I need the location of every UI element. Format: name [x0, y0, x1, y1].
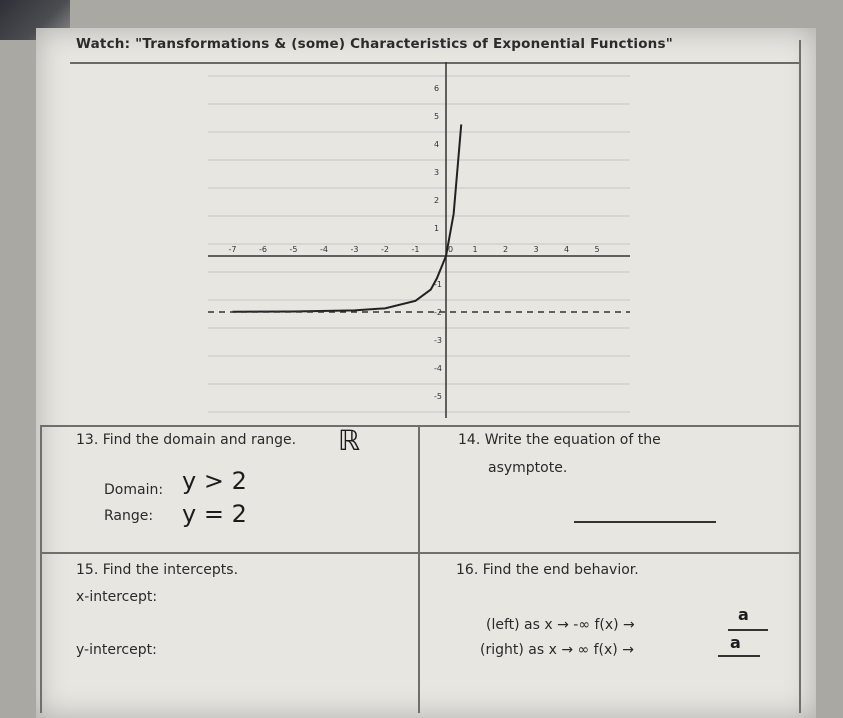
- y-tick-label: 3: [434, 168, 440, 177]
- right-end-behavior: (right) as x → ∞ f(x) →: [480, 642, 634, 658]
- asymptote-answer-line[interactable]: [574, 521, 716, 523]
- row-divider-middle: [40, 552, 800, 554]
- right-border: [799, 40, 801, 713]
- x-tick-label: -2: [381, 245, 389, 254]
- y-tick-label: 4: [434, 140, 440, 149]
- y-tick-label: -4: [434, 364, 442, 373]
- x-tick-label: 1: [472, 245, 478, 254]
- x-tick-label: 5: [594, 245, 600, 254]
- x-tick-label: -3: [350, 245, 359, 254]
- exponential-curve: [233, 124, 462, 311]
- left-answer[interactable]: a: [738, 605, 749, 624]
- y-tick-label: 6: [434, 84, 440, 93]
- x-tick-label: 2: [503, 245, 509, 254]
- x-tick-label: 4: [564, 245, 570, 254]
- q15-prompt: 15. Find the intercepts.: [76, 562, 239, 578]
- x-tick-label: -1: [411, 245, 420, 254]
- x-intercept-label: x-intercept:: [76, 589, 158, 605]
- row-divider-top: [40, 425, 800, 427]
- graph-axes: [208, 62, 630, 418]
- range-label: Range:: [104, 508, 154, 524]
- left-answer-line[interactable]: [728, 629, 768, 631]
- left-end-behavior: (left) as x → -∞ f(x) →: [486, 617, 635, 633]
- x-tick-label: -6: [259, 245, 267, 254]
- right-answer[interactable]: a: [730, 633, 741, 652]
- y-tick-label: 5: [434, 112, 440, 121]
- column-divider: [418, 425, 420, 713]
- graph-lines: [208, 76, 630, 412]
- y-tick-label: -5: [434, 392, 442, 401]
- x-tick-label: 0: [448, 245, 454, 254]
- exponential-graph: [200, 58, 640, 428]
- domain-answer[interactable]: y > 2: [182, 467, 247, 495]
- q14-prompt-line1: 14. Write the equation of the: [458, 432, 661, 448]
- q14-prompt-line2: asymptote.: [488, 460, 568, 476]
- y-tick-label: -2: [434, 308, 442, 317]
- right-answer-line[interactable]: [718, 655, 760, 657]
- q13-handwritten-r: ℝ: [338, 424, 361, 457]
- x-tick-label: -7: [228, 245, 237, 254]
- domain-label: Domain:: [104, 482, 164, 498]
- y-tick-label: 1: [434, 224, 440, 233]
- page-title: Watch: "Transformations & (some) Characteristics of Exponential Functions": [76, 36, 673, 52]
- q16-prompt: 16. Find the end behavior.: [456, 562, 639, 578]
- y-tick-label: -1: [434, 280, 442, 289]
- y-tick-label: -3: [434, 336, 442, 345]
- x-tick-label: -4: [320, 245, 328, 254]
- left-border: [40, 425, 42, 713]
- q13-prompt: 13. Find the domain and range.: [76, 432, 297, 448]
- y-tick-label: 2: [434, 196, 440, 205]
- x-tick-label: -5: [289, 245, 298, 254]
- y-intercept-label: y-intercept:: [76, 642, 157, 658]
- x-tick-label: 3: [533, 245, 539, 254]
- range-answer[interactable]: y = 2: [182, 500, 247, 528]
